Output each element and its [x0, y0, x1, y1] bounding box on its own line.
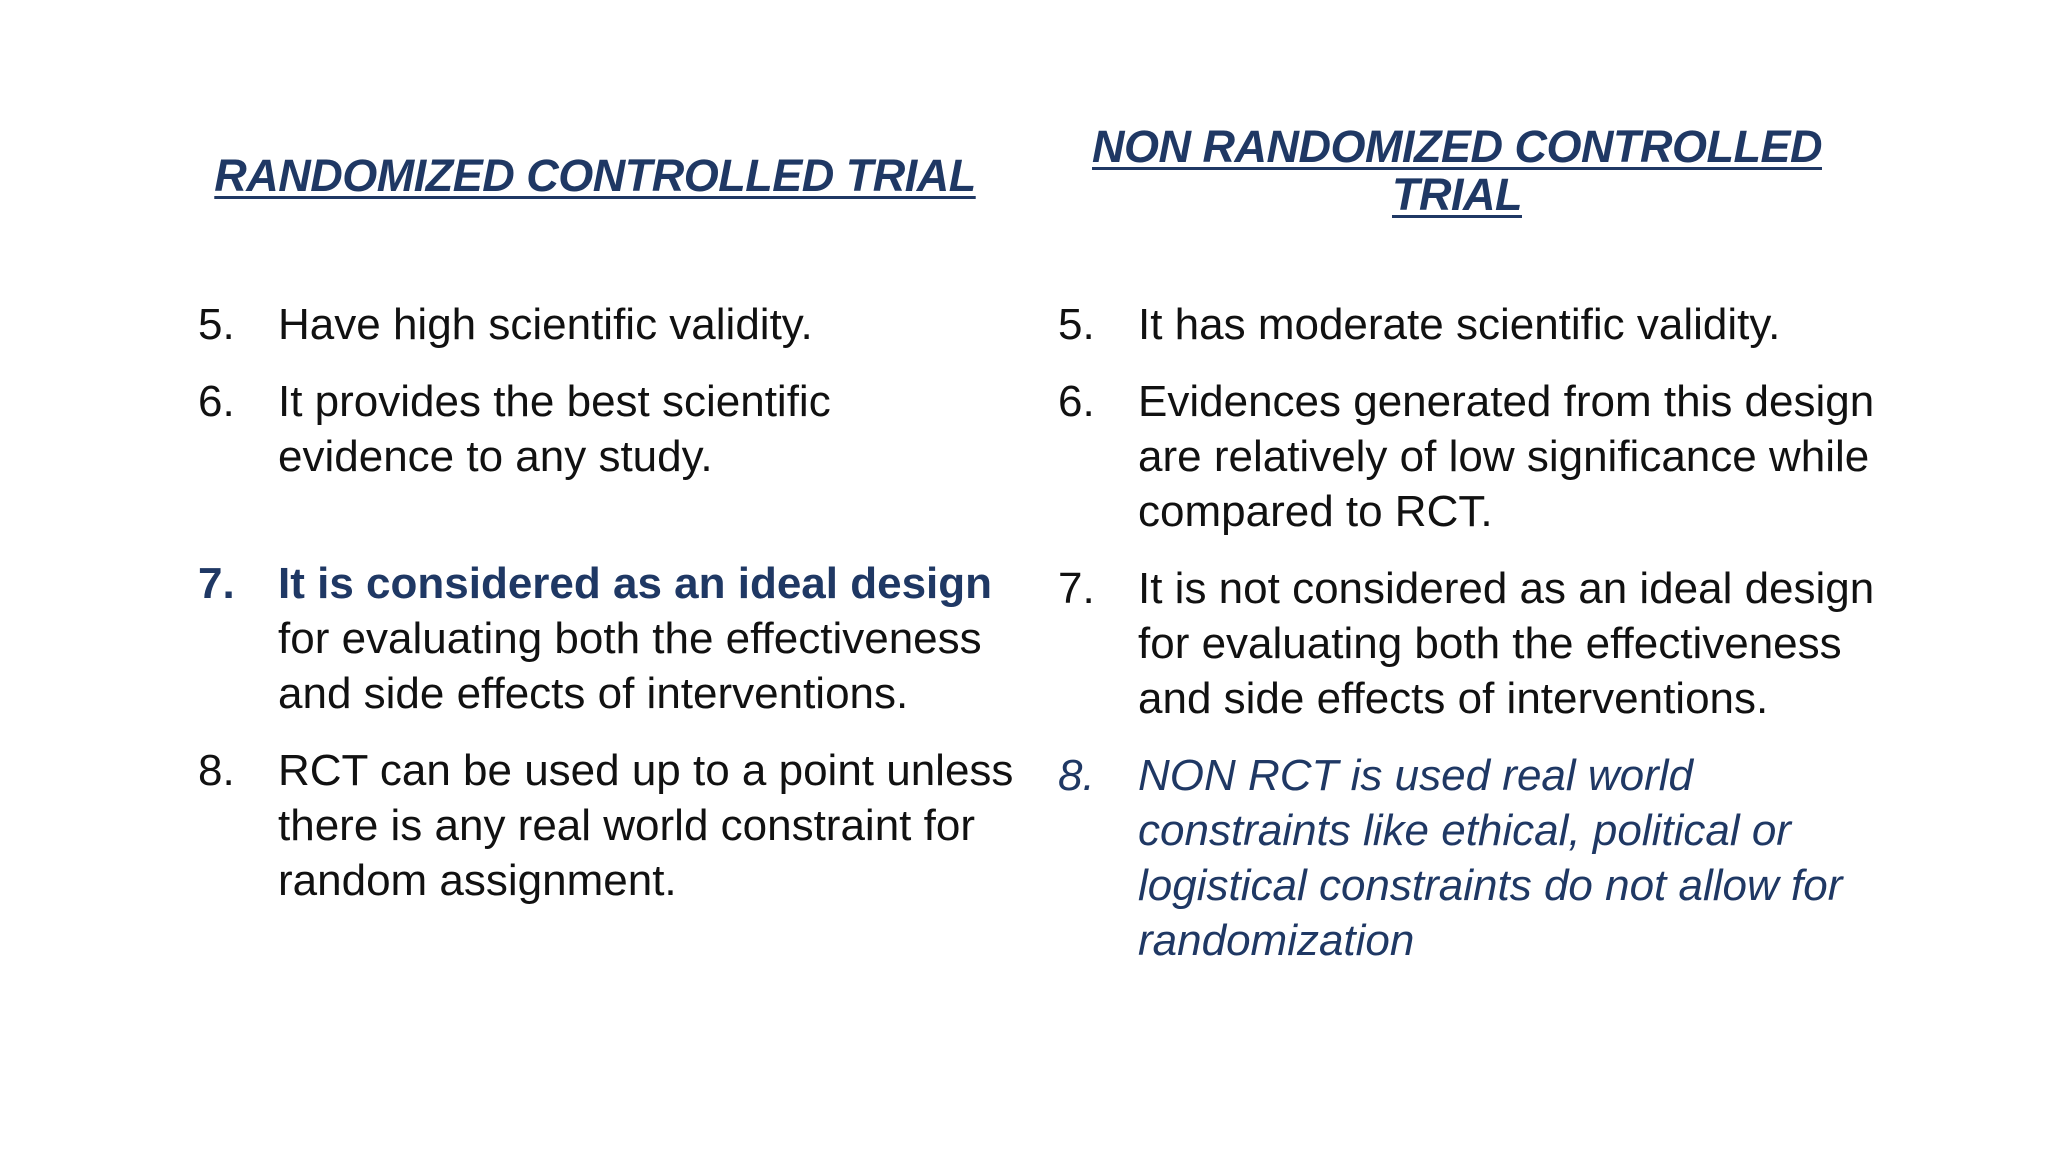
item-text: RCT can be used up to a point unless there is any real world constraint for random assignment. [278, 746, 1014, 905]
item-text: Evidences generated from this design are relatively of low significance while compared to RCT. [1138, 377, 1875, 536]
item-number: 7. [1058, 564, 1095, 613]
rct-item-6 [198, 374, 1018, 484]
non-rct-item-8 [1058, 748, 1878, 968]
item-text: for evaluating both the effectiveness and side effects of interventions. [278, 614, 982, 718]
item-text: It has moderate scientific validity. [1138, 300, 1781, 349]
rct-item-5 [198, 297, 1018, 352]
item-number: 7. [198, 559, 235, 608]
item-number: 6. [1058, 377, 1095, 426]
non-rct-item-6 [1058, 374, 1878, 539]
rct-item-7 [198, 556, 1018, 721]
non-rct-heading: NON RANDOMIZED CONTROLLED TRIAL [1092, 121, 1822, 220]
item-text: It is not considered as an ideal design for evaluating both the effectiveness and side effects of interventions. [1138, 564, 1875, 723]
non-rct-item-7 [1058, 561, 1878, 726]
non-rct-list [1058, 297, 1878, 990]
item-number: 8. [198, 746, 235, 795]
rct-heading: RANDOMIZED CONTROLLED TRIAL [214, 150, 976, 201]
non-rct-item-5 [1058, 297, 1878, 352]
item-number: 5. [198, 300, 235, 349]
item-text: Have high scientific validity. [278, 300, 813, 349]
rct-list [198, 297, 1018, 930]
item-text: It provides the best scientific evidence to any study. [278, 377, 831, 481]
item-text: NON RCT is used real world constraints like ethical, political or logistical constraints do not allow for randomization [1138, 751, 1843, 965]
item-text-emphasis: It is considered as an ideal design [278, 559, 993, 608]
item-number: 8. [1058, 751, 1095, 800]
rct-item-8 [198, 743, 1018, 908]
item-number: 5. [1058, 300, 1095, 349]
item-number: 6. [198, 377, 235, 426]
